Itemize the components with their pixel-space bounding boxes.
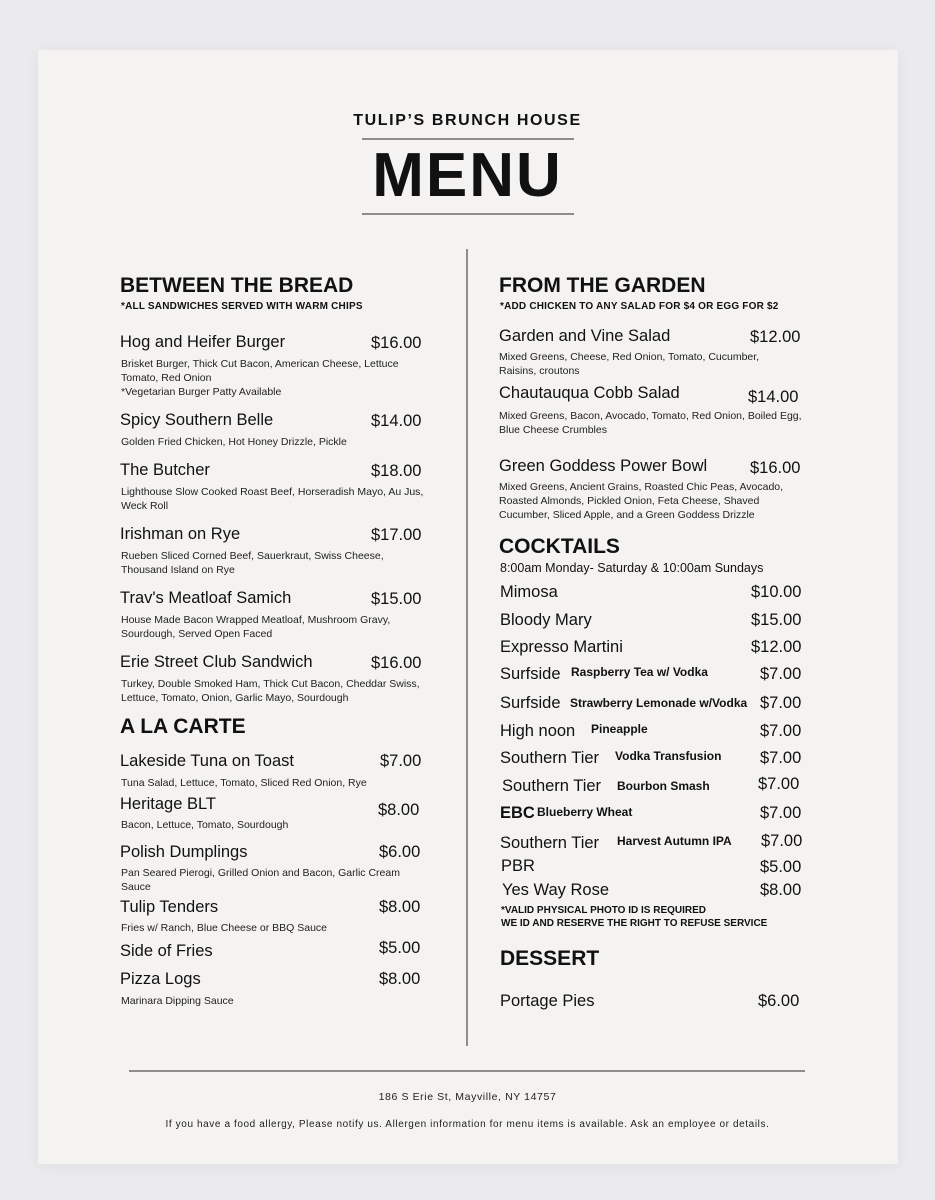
- item-price: $16.00: [750, 459, 801, 477]
- item-name: Mimosa: [500, 583, 558, 601]
- item-name: Heritage BLT: [120, 795, 216, 813]
- item-name: Erie Street Club Sandwich: [120, 653, 313, 671]
- item-price: $7.00: [760, 665, 802, 683]
- item-variant: Vodka Transfusion: [615, 749, 722, 763]
- section-note-salads: *ADD CHICKEN TO ANY SALAD FOR $4 OR EGG FOR $2: [500, 301, 779, 312]
- column-divider: [466, 249, 468, 1046]
- item-variant: Harvest Autumn IPA: [617, 834, 732, 848]
- item-price: $7.00: [380, 752, 422, 770]
- item-description: Mixed Greens, Bacon, Avocado, Tomato, Red Onion, Boiled Egg, Blue Cheese Crumbles: [499, 410, 802, 436]
- section-title-cocktails: COCKTAILS: [499, 535, 620, 558]
- item-name: Irishman on Rye: [120, 525, 241, 543]
- item-price: $7.00: [760, 749, 802, 767]
- item-description: House Made Bacon Wrapped Meatloaf, Mushroom Gravy, Sourdough, Served Open Faced: [121, 614, 391, 640]
- item-name: Side of Fries: [120, 942, 213, 960]
- item-price: $15.00: [371, 590, 422, 608]
- item-price: $7.00: [760, 694, 802, 712]
- item-price: $8.00: [760, 881, 802, 899]
- menu-title: MENU: [372, 141, 563, 210]
- item-price: $10.00: [751, 583, 802, 601]
- id-requirement-note: *VALID PHYSICAL PHOTO ID IS REQUIRED: [501, 905, 707, 916]
- item-note: *Vegetarian Burger Patty Available: [121, 386, 282, 398]
- item-name: Trav's Meatloaf Samich: [120, 589, 292, 607]
- item-name: The Butcher: [120, 461, 210, 479]
- item-price: $5.00: [760, 858, 802, 876]
- item-price: $16.00: [371, 654, 422, 672]
- item-description: Rueben Sliced Corned Beef, Sauerkraut, Swiss Cheese, Thousand Island on Rye: [121, 550, 384, 576]
- item-name: PBR: [501, 857, 535, 875]
- restaurant-address: 186 S Erie St, Mayville, NY 14757: [378, 1091, 557, 1103]
- item-name: Tulip Tenders: [120, 898, 219, 916]
- item-description: Marinara Dipping Sauce: [121, 995, 234, 1007]
- item-name: Yes Way Rose: [502, 881, 609, 899]
- item-name: High noon: [500, 722, 576, 740]
- item-price: $14.00: [748, 388, 799, 406]
- item-price: $12.00: [750, 328, 801, 346]
- item-name: Portage Pies: [500, 992, 595, 1010]
- section-title-dessert: DESSERT: [500, 947, 600, 970]
- item-description: Tuna Salad, Lettuce, Tomato, Sliced Red Onion, Rye: [121, 777, 367, 789]
- item-variant: Bourbon Smash: [617, 779, 710, 793]
- item-name: Bloody Mary: [500, 611, 592, 629]
- item-price: $14.00: [371, 412, 422, 430]
- item-name: Chautauqua Cobb Salad: [499, 384, 680, 402]
- item-name: Polish Dumplings: [120, 843, 248, 861]
- item-name: Hog and Heifer Burger: [120, 333, 286, 351]
- item-name: EBC: [500, 804, 535, 822]
- item-price: $17.00: [371, 526, 422, 544]
- section-title-from-the-garden: FROM THE GARDEN: [499, 274, 706, 297]
- item-description: Golden Fried Chicken, Hot Honey Drizzle, Pickle: [121, 436, 347, 448]
- item-price: $8.00: [379, 970, 421, 988]
- section-title-between-the-bread: BETWEEN THE BREAD: [120, 274, 354, 297]
- item-price: $6.00: [379, 843, 421, 861]
- section-note-sandwiches: *ALL SANDWICHES SERVED WITH WARM CHIPS: [121, 301, 363, 312]
- item-name: Garden and Vine Salad: [499, 327, 671, 345]
- footer-divider: [129, 1070, 805, 1072]
- item-description: Mixed Greens, Cheese, Red Onion, Tomato, Cucumber, Raisins, croutons: [499, 351, 760, 377]
- item-name: Surfside: [500, 665, 561, 683]
- item-description: Bacon, Lettuce, Tomato, Sourdough: [121, 819, 289, 831]
- cocktail-hours: 8:00am Monday- Saturday & 10:00am Sundays: [500, 561, 764, 575]
- item-description: Brisket Burger, Thick Cut Bacon, American Cheese, Lettuce Tomato, Red Onion: [121, 358, 399, 384]
- item-price: $7.00: [758, 775, 800, 793]
- item-name: Surfside: [500, 694, 561, 712]
- item-variant: Raspberry Tea w/ Vodka: [571, 665, 708, 679]
- item-name: Pizza Logs: [120, 970, 201, 988]
- item-name: Lakeside Tuna on Toast: [120, 752, 294, 770]
- item-name: Southern Tier: [500, 749, 600, 767]
- item-name: Southern Tier: [502, 777, 602, 795]
- item-name: Expresso Martini: [500, 638, 623, 656]
- item-price: $7.00: [760, 722, 802, 740]
- item-price: $7.00: [761, 832, 803, 850]
- allergy-notice: If you have a food allergy, Please notify us. Allergen information for menu items is available. Ask an employee or details.: [165, 1119, 770, 1130]
- item-description: Turkey, Double Smoked Ham, Thick Cut Bacon, Cheddar Swiss, Lettuce, Tomato, Onion, Garlic Mayo, Sourdough: [121, 678, 420, 704]
- refuse-service-note: WE ID AND RESERVE THE RIGHT TO REFUSE SERVICE: [501, 918, 768, 929]
- item-variant: Strawberry Lemonade w/Vodka: [570, 696, 748, 710]
- item-price: $16.00: [371, 334, 422, 352]
- item-description: Fries w/ Ranch, Blue Cheese or BBQ Sauce: [121, 922, 328, 934]
- item-price: $6.00: [758, 992, 800, 1010]
- item-price: $8.00: [378, 801, 420, 819]
- title-rule-bottom: [362, 213, 574, 215]
- item-description: Pan Seared Pierogi, Grilled Onion and Bacon, Garlic Cream Sauce: [121, 867, 400, 893]
- item-price: $8.00: [379, 898, 421, 916]
- section-title-a-la-carte: A LA CARTE: [120, 715, 246, 738]
- item-description: Mixed Greens, Ancient Grains, Roasted Chic Peas, Avocado, Roasted Almonds, Pickled Onion, Feta Cheese, Shaved Cucumber, Sliced Apple, and a Green Goddess Drizzle: [499, 481, 784, 521]
- brand-name: TULIP’S BRUNCH HOUSE: [353, 112, 582, 129]
- item-variant: Blueberry Wheat: [537, 805, 633, 819]
- item-name: Green Goddess Power Bowl: [499, 457, 708, 475]
- item-name: Spicy Southern Belle: [120, 411, 274, 429]
- item-description: Lighthouse Slow Cooked Roast Beef, Horseradish Mayo, Au Jus, Weck Roll: [121, 486, 424, 512]
- item-price: $15.00: [751, 611, 802, 629]
- item-name: Southern Tier: [500, 834, 600, 852]
- item-price: $12.00: [751, 638, 802, 656]
- item-price: $7.00: [760, 804, 802, 822]
- item-variant: Pineapple: [591, 722, 648, 736]
- item-price: $18.00: [371, 462, 422, 480]
- item-price: $5.00: [379, 939, 421, 957]
